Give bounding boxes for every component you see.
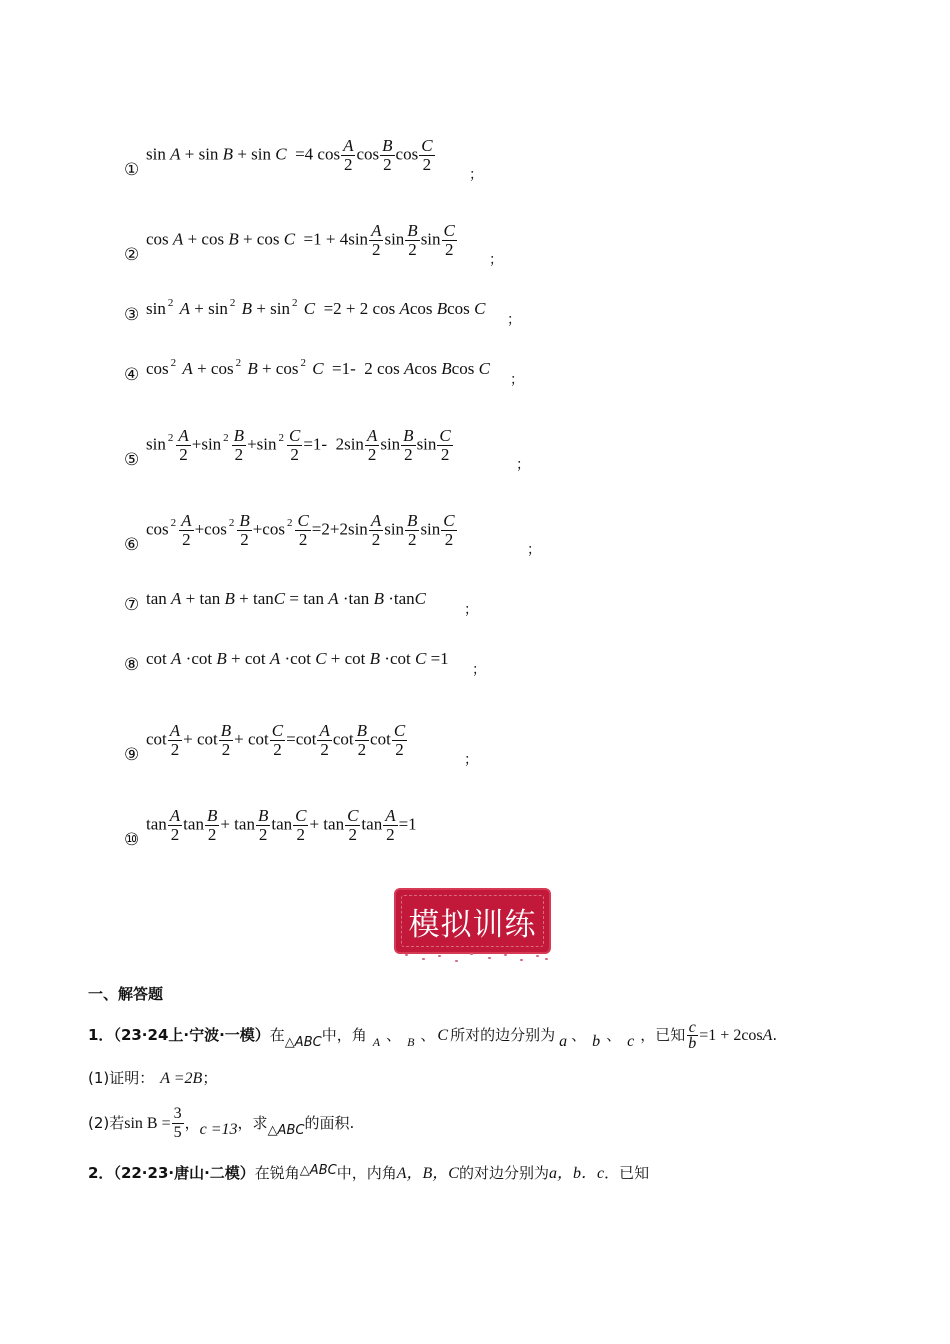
identity-formula: cos $^2$ $\frac{A}{2}$ +cos $^2$ $\frac{B}{2}$ +cos $^2$ $\frac{C}{2}$ =2+2sin $\frac{A}{2}$ sin $\frac{B}{2}$ sin $\frac{C}{2}$ xyxy=(146,511,455,549)
condition-end: . xyxy=(772,1026,778,1044)
side-a: a xyxy=(559,1033,568,1050)
problem-number: 1． xyxy=(88,1026,114,1044)
identity-number: ⑧ xyxy=(124,655,140,675)
identity-formula: cot $\frac{A}{2}$ + cot $\frac{B}{2}$ + cot $\frac{C}{2}$ =cot $\frac{A}{2}$ cot $\frac{B}{2}$ cot $\frac{C}{2}$ xyxy=(146,721,406,759)
identity-10 xyxy=(124,790,504,850)
identity-4 xyxy=(124,325,524,388)
problem-source: （23·24上·宁波·一模） xyxy=(113,1026,270,1044)
triangle-label: △ABC xyxy=(284,1035,322,1050)
identity-number: ④ xyxy=(124,365,140,385)
problem-text: 所对的边分别为 xyxy=(450,1026,556,1044)
identity-formula: sin $^2$ $\frac{A}{2}$ +sin $^2$ $\frac{B}{2}$ +sin $^2$ $\frac{C}{2}$ =1- 2sin $\frac{A}{2}$ sin $\frac{B}{2}$ sin $\frac{C}{2}$ xyxy=(146,426,451,464)
identity-3 xyxy=(124,265,524,328)
identity-end: ； xyxy=(489,252,503,268)
identity-end: ； xyxy=(464,602,478,618)
identity-end: ； xyxy=(516,457,530,473)
angle-b: B xyxy=(407,1035,415,1049)
identity-end: ； xyxy=(507,312,521,328)
section-heading: 一、解答题 xyxy=(88,985,164,1003)
problem-1-q1 xyxy=(88,1067,217,1090)
identity-number: ① xyxy=(124,160,140,180)
identity-7 xyxy=(124,555,484,618)
problem-text: 在锐角 xyxy=(254,1164,300,1182)
identity-number: ⑩ xyxy=(124,830,140,850)
identity-9 xyxy=(124,705,484,768)
problem-1-q2 xyxy=(88,1105,354,1142)
condition-var: A xyxy=(762,1027,773,1044)
problem-text: ，求 xyxy=(237,1114,268,1132)
side-vars: a，b．c xyxy=(548,1165,605,1182)
identity-formula: cos $^2$ A + cos $^2$ B + cos $^2$ C =1- 2 cos Acos Bcos C xyxy=(146,357,490,378)
problem-source: （22·23·唐山·二模） xyxy=(113,1164,255,1182)
question-end: ； xyxy=(202,1069,218,1087)
identity-1 xyxy=(124,120,484,183)
problem-text: 在 xyxy=(269,1026,285,1044)
identity-number: ⑥ xyxy=(124,535,140,555)
identity-number: ⑦ xyxy=(124,595,140,615)
identity-formula: cos A + cos B + cos C =1 + 4sin $\frac{A}{2}$ sin $\frac{B}{2}$ sin $\frac{C}{2}$ xyxy=(146,221,455,259)
problem-text: 的对边分别为 xyxy=(458,1164,549,1182)
question-math: sin B = xyxy=(124,1115,171,1132)
identity-number: ⑨ xyxy=(124,745,140,765)
identity-number: ⑤ xyxy=(124,450,140,470)
identity-6 xyxy=(124,495,544,558)
side-c: c xyxy=(627,1033,635,1050)
problem-number: 2． xyxy=(88,1164,114,1182)
identity-end: ； xyxy=(464,752,478,768)
separator: 、 xyxy=(386,1026,402,1044)
angle-vars: A，B，C xyxy=(396,1165,459,1182)
condition-rhs: =1 + 2cos xyxy=(699,1027,763,1044)
fraction-three-fifths: $\frac{3}{5}$ xyxy=(173,1105,182,1141)
identity-formula: cot A ·cot B + cot A ·cot C + cot B ·cot C =1 xyxy=(146,649,449,668)
problem-text: ，已知 xyxy=(640,1026,686,1044)
identity-formula: sin $^2$ A + sin $^2$ B + sin $^2$ C =2 + 2 cos Acos Bcos C xyxy=(146,297,486,318)
identity-8 xyxy=(124,615,494,678)
banner-speckles xyxy=(400,952,550,964)
problem-text: ．已知 xyxy=(604,1164,650,1182)
side-b: b xyxy=(592,1033,601,1050)
problem-text: 中，内角 xyxy=(336,1164,397,1182)
separator: 、 xyxy=(571,1026,587,1044)
separator: ， xyxy=(184,1114,200,1132)
problem-1-line xyxy=(88,1020,777,1051)
identity-end: ； xyxy=(472,662,486,678)
identity-number: ② xyxy=(124,245,140,265)
angle-a: A xyxy=(372,1035,381,1049)
identity-formula: tan A + tan B + tanC = tan A ·tan B ·tanC xyxy=(146,589,426,608)
question-label: (1)证明： xyxy=(88,1069,155,1087)
identity-end: ； xyxy=(510,372,524,388)
identity-number: ③ xyxy=(124,305,140,325)
identity-2 xyxy=(124,205,504,268)
triangle-label: △ABC xyxy=(299,1163,337,1178)
question-end: 的面积. xyxy=(304,1114,355,1132)
question-math: c =13 xyxy=(199,1121,238,1138)
angle-c: C xyxy=(437,1027,449,1044)
separator: 、 xyxy=(420,1026,436,1044)
problem-text: 中，角 xyxy=(321,1026,367,1044)
question-label: (2)若 xyxy=(88,1114,125,1132)
identity-end: ； xyxy=(469,167,483,183)
identity-formula: sin A + sin B + sin C =4 cos $\frac{A}{2}$ cos $\frac{B}{2}$ cos $\frac{C}{2}$ xyxy=(146,136,433,174)
triangle-label: △ABC xyxy=(267,1123,305,1138)
banner-title: 模拟训练 xyxy=(408,906,537,943)
condition-fraction: $\frac{c}{b}$ xyxy=(688,1019,697,1052)
question-math: A =2B xyxy=(160,1070,203,1087)
problem-2-line xyxy=(88,1162,649,1186)
identity-5 xyxy=(124,410,534,473)
separator: 、 xyxy=(606,1026,622,1044)
identity-end: ； xyxy=(527,542,541,558)
identity-formula: tan $\frac{A}{2}$ tan $\frac{B}{2}$ + tan $\frac{B}{2}$ tan $\frac{C}{2}$ + tan $\frac{C}{2}$ tan $\frac{A}{2}$ =1 xyxy=(146,806,417,844)
section-banner xyxy=(396,890,549,952)
